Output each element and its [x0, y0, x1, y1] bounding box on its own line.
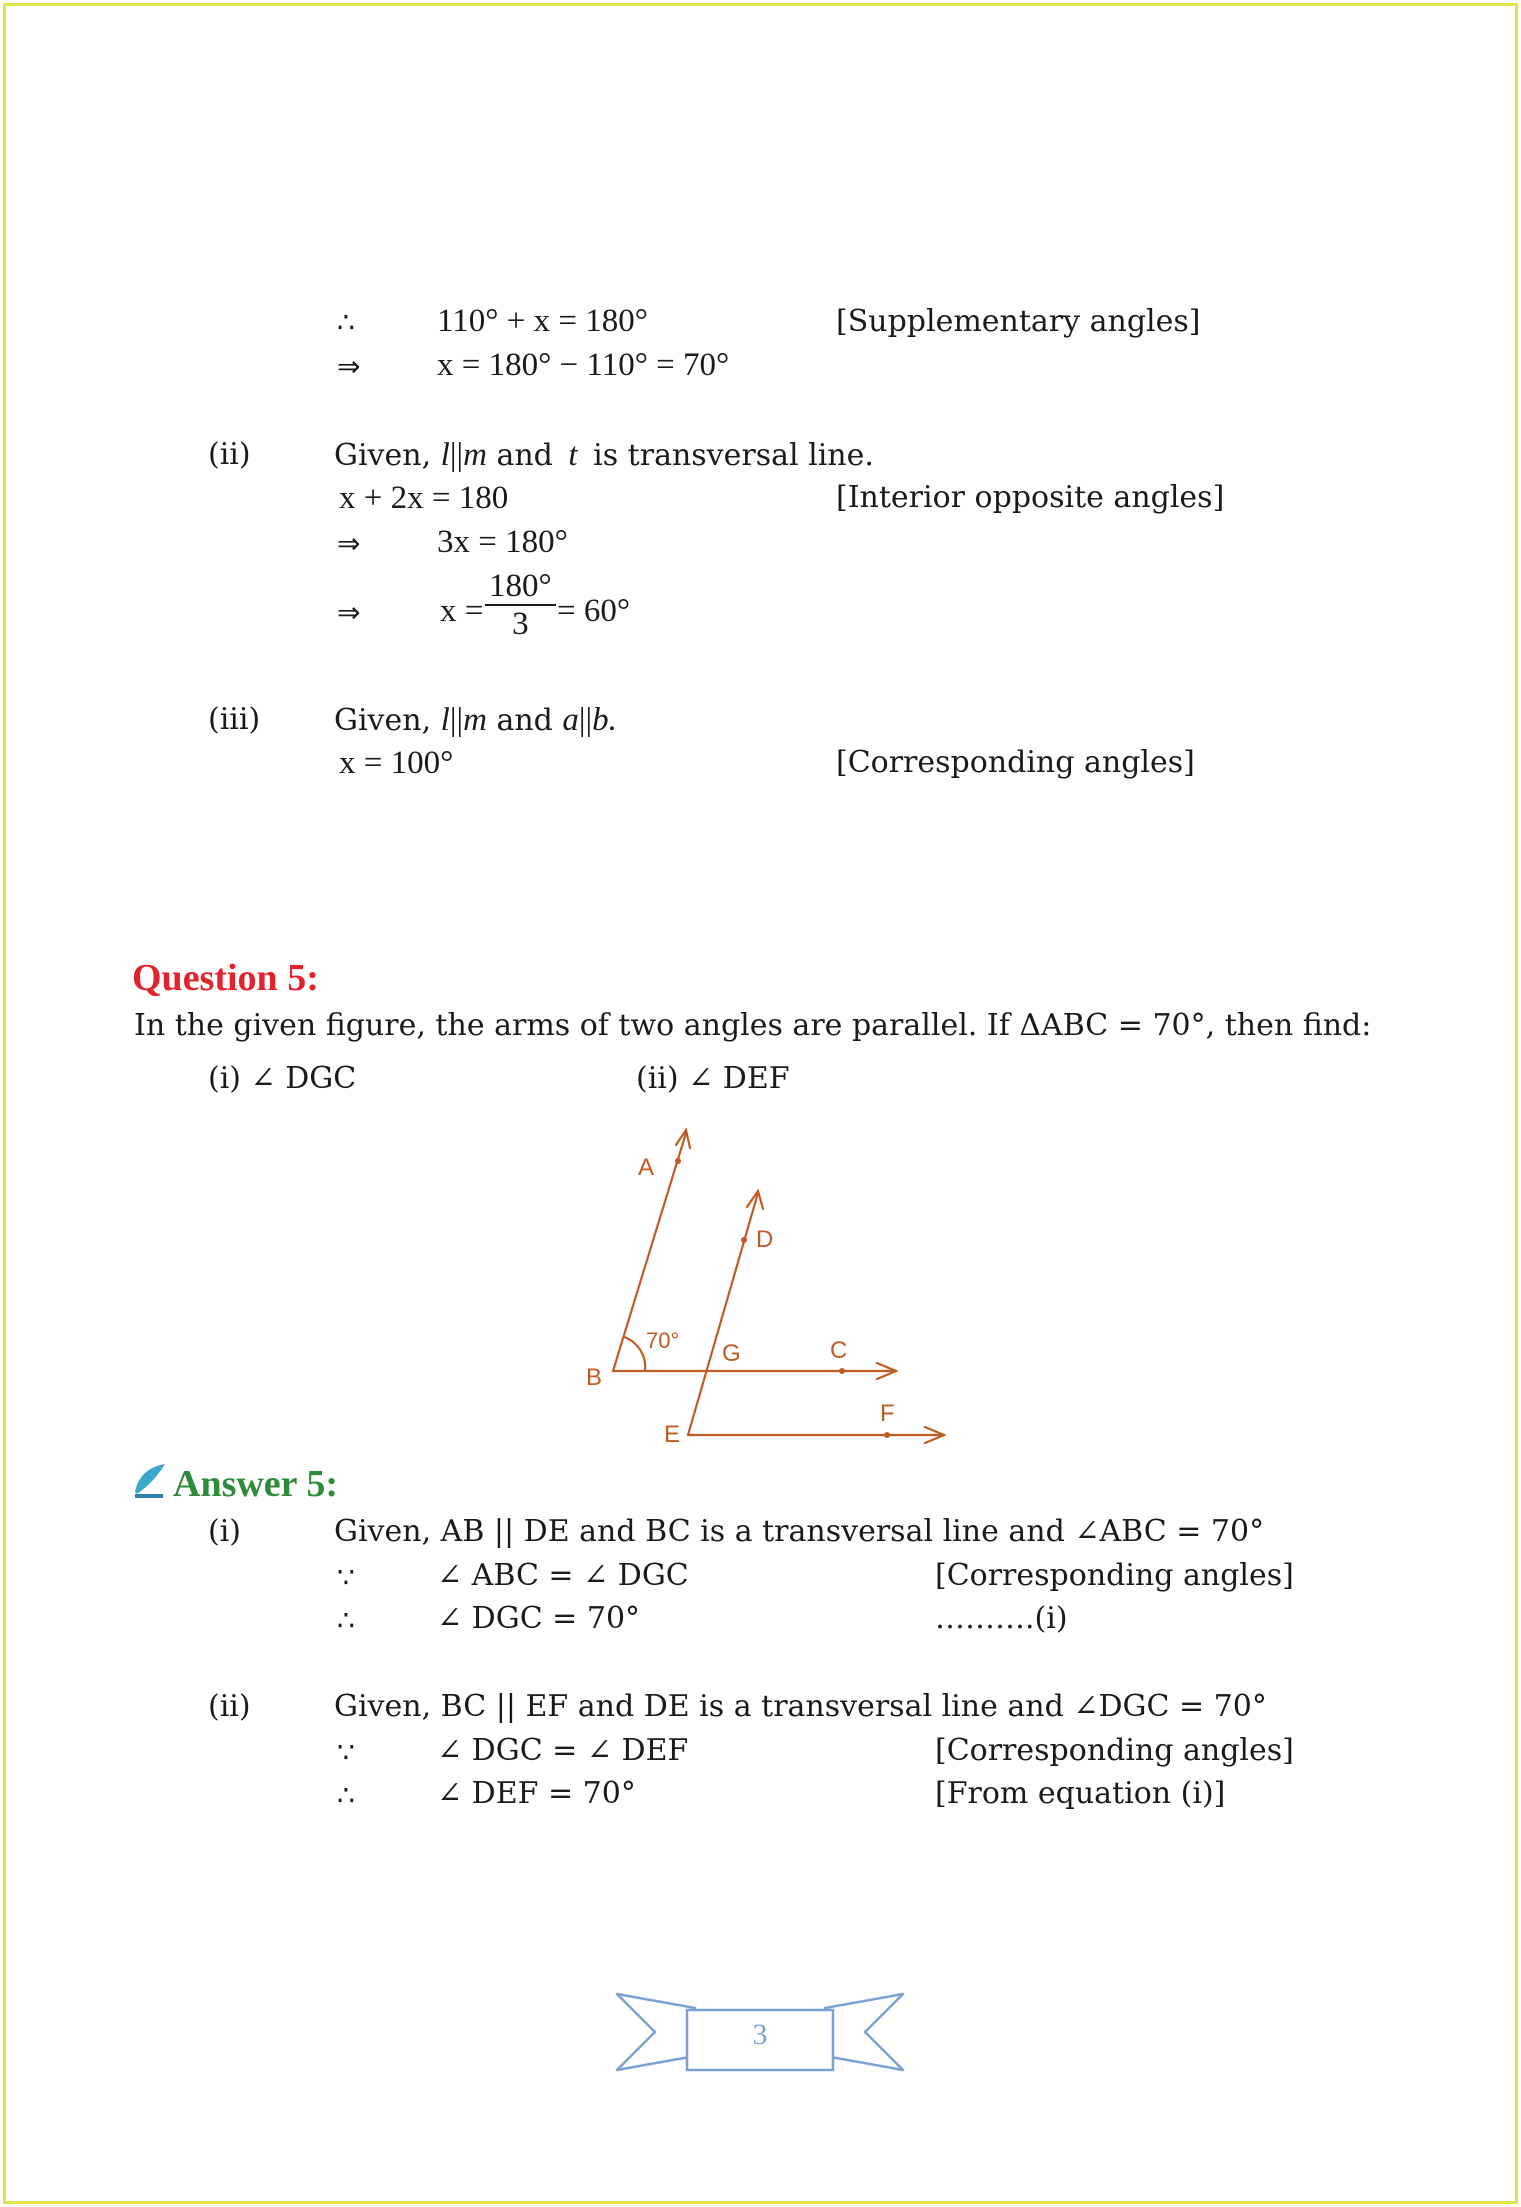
equation: 3x = 180° — [437, 524, 568, 560]
given-line: Given, l||m and t is transversal line. — [334, 437, 874, 473]
sub-question-ii: (ii) ∠ DEF — [636, 1061, 790, 1096]
equation: ∠ DEF = 70° — [437, 1776, 636, 1811]
page-number: 3 — [752, 2018, 768, 2051]
equation: 110° + x = 180° — [437, 303, 648, 339]
given-line: Given, BC || EF and DE is a transversal line and ∠DGC = 70° — [334, 1689, 1267, 1724]
equation-ref: ……….(i) — [935, 1601, 1068, 1636]
therefore-symbol: ∴ — [337, 306, 355, 339]
reason: [Corresponding angles] — [935, 1558, 1294, 1593]
reason: [Interior opposite angles] — [836, 480, 1225, 515]
because-symbol: ∵ — [337, 1736, 355, 1769]
label-c: C — [830, 1337, 848, 1364]
point-f — [884, 1432, 890, 1438]
point-d — [741, 1237, 747, 1243]
label-a: A — [638, 1154, 655, 1181]
logo-icon — [133, 1462, 167, 1500]
equation: ∠ DGC = 70° — [437, 1601, 641, 1636]
given-line: Given, l||m and a||b. — [334, 702, 617, 738]
reason: [Corresponding angles] — [836, 745, 1195, 780]
label-f: F — [880, 1400, 895, 1427]
equation: x = 100° — [339, 745, 454, 781]
reason: [Supplementary angles] — [836, 304, 1201, 339]
given-line: Given, AB || DE and BC is a transversal line and ∠ABC = 70° — [334, 1514, 1265, 1549]
point-a — [675, 1158, 681, 1164]
label-b: B — [586, 1364, 603, 1391]
equation: x = 180° − 110° = 70° — [437, 347, 730, 383]
part-label: (iii) — [208, 702, 261, 737]
point-c — [839, 1368, 845, 1374]
label-d: D — [756, 1226, 774, 1253]
parallel-angles-figure — [570, 1115, 960, 1445]
because-symbol: ∵ — [337, 1561, 355, 1594]
line-ed — [688, 1193, 758, 1435]
page-border — [3, 3, 1518, 2204]
question-heading: Question 5: — [132, 957, 319, 999]
sub-question-i: (i) ∠ DGC — [208, 1061, 357, 1096]
part-label: (ii) — [208, 437, 251, 472]
equation: ∠ ABC = ∠ DGC — [437, 1558, 689, 1593]
label-e: E — [664, 1421, 681, 1445]
implies-symbol: ⇒ — [337, 596, 361, 629]
answer-heading: Answer 5: — [173, 1463, 339, 1505]
part-label: (i) — [208, 1514, 242, 1549]
implies-symbol: ⇒ — [337, 350, 361, 383]
equation: ∠ DGC = ∠ DEF — [437, 1733, 689, 1768]
implies-symbol: ⇒ — [337, 527, 361, 560]
therefore-symbol: ∴ — [337, 1779, 355, 1812]
equation-lhs: x = — [440, 593, 484, 629]
label-g: G — [722, 1340, 741, 1367]
fraction: $\frac{180^\circ}{3}$ — [485, 568, 556, 642]
label-angle: 70° — [646, 1328, 680, 1353]
part-label: (ii) — [208, 1689, 251, 1724]
question-text: In the given figure, the arms of two angles are parallel. If ΔABC = 70°, then find: — [134, 1008, 1372, 1043]
angle-arc — [624, 1337, 645, 1371]
reason: [Corresponding angles] — [935, 1733, 1294, 1768]
equation: x + 2x = 180 — [339, 480, 509, 516]
therefore-symbol: ∴ — [337, 1604, 355, 1637]
equation-rhs: = 60° — [557, 593, 631, 629]
reason: [From equation (i)] — [935, 1776, 1226, 1811]
